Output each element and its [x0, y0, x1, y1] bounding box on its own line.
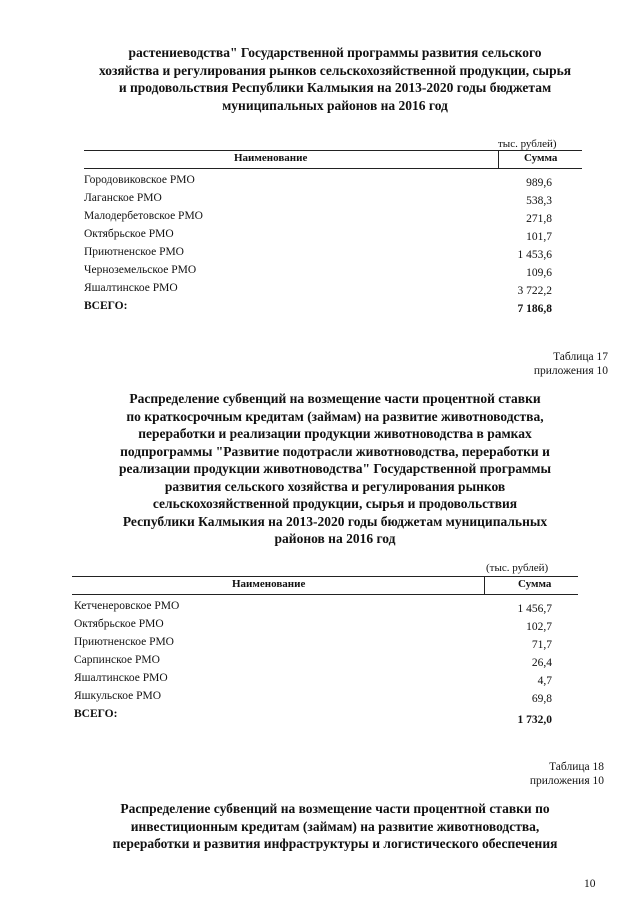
column-header-sum: Сумма — [518, 578, 552, 590]
section1-units: тыс. рублей) — [498, 138, 557, 150]
table-row-name: Лаганское РМО — [84, 192, 162, 204]
section1-title-line: и продовольствия Республики Калмыкия на 2013-2020 годы бюджетам — [118, 80, 552, 95]
column-divider — [484, 577, 485, 594]
section2-title-line: переработки и реализации продукции животноводства в рамках — [138, 426, 532, 441]
section1-title — [70, 44, 600, 114]
section3-title — [60, 800, 610, 853]
table-row-value: 71,7 — [531, 639, 552, 651]
section2-units: (тыс. рублей) — [486, 562, 549, 574]
column-header-name: Наименование — [234, 152, 308, 164]
table17-reference — [480, 350, 608, 378]
column-header-name: Наименование — [232, 578, 306, 590]
table-row-value: 271,8 — [526, 213, 552, 225]
table-row-name: Приютненское РМО — [84, 246, 184, 258]
table18-reference — [476, 760, 604, 788]
table-row-name: Кетченеровское РМО — [74, 600, 180, 612]
column-divider — [498, 151, 499, 168]
total-value: 7 186,8 — [517, 303, 552, 315]
appendix-reference: приложения 10 — [533, 365, 608, 377]
table-row-name: Сарпинское РМО — [74, 654, 160, 666]
section2-title — [70, 390, 600, 548]
table-number: Таблица 18 — [549, 761, 604, 773]
total-value: 1 732,0 — [517, 714, 552, 726]
column-header-sum: Сумма — [524, 152, 558, 164]
table-row-name: Яшалтинское РМО — [74, 672, 168, 684]
page-number: 10 — [584, 878, 596, 890]
section2-table-header — [72, 576, 578, 595]
table-row-value: 26,4 — [531, 657, 552, 669]
table-row-value: 4,7 — [537, 675, 552, 687]
table-row-name: Яшкульское РМО — [74, 690, 162, 702]
section2-title-line: развития сельского хозяйства и регулирования рынков — [164, 478, 506, 494]
table-row-name: Городовиковское РМО — [84, 174, 195, 186]
section3-title-line: Распределение субвенций на возмещение части процентной ставки по — [120, 801, 550, 816]
table-row-value: 1 453,6 — [517, 249, 552, 261]
section2-title-line: районов на 2016 год — [274, 531, 396, 546]
table-row-name: Приютненское РМО — [74, 636, 174, 648]
table-row-value: 989,6 — [526, 177, 552, 189]
table-row-value: 3 722,2 — [517, 285, 552, 297]
total-label: ВСЕГО: — [84, 300, 128, 312]
section1-title-line: растениеводства" Государственной программы развития сельского — [128, 45, 542, 60]
section1-table-header — [84, 150, 582, 169]
table-number: Таблица 17 — [553, 351, 608, 363]
section3-title-line: инвестиционным кредитам (займам) на развитие животноводства, — [130, 818, 540, 834]
table-row-value: 69,8 — [531, 693, 552, 705]
table-row-value: 1 456,7 — [517, 603, 552, 615]
section2-title-line: сельскохозяйственной продукции, сырья и продовольствия — [152, 496, 518, 511]
table-row-name: Октябрьское РМО — [74, 618, 164, 630]
table-row-value: 101,7 — [526, 231, 552, 243]
table-row-value: 109,6 — [526, 267, 552, 279]
section3-title-line: переработки и развития инфраструктуры и логистического обеспечения — [112, 836, 558, 851]
table-row-name: Яшалтинское РМО — [84, 282, 178, 294]
table-row-name: Октябрьское РМО — [84, 228, 174, 240]
section1-title-line: муниципальных районов на 2016 год — [222, 97, 448, 113]
table-row-name: Черноземельское РМО — [84, 264, 197, 276]
section1-title-line: хозяйства и регулирования рынков сельскохозяйственной продукции, сырья — [98, 62, 572, 78]
section2-title-line: Распределение субвенций на возмещение части процентной ставки — [129, 391, 541, 406]
section2-title-line: реализации продукции животноводства" Государственной программы — [118, 461, 552, 476]
table-row-value: 102,7 — [526, 621, 552, 633]
section2-title-line: по краткосрочным кредитам (займам) на развитие животноводства, — [126, 408, 544, 424]
section2-title-line: подпрограммы "Развитие подотрасли животноводства, переработки и — [120, 443, 550, 459]
appendix-reference: приложения 10 — [529, 775, 604, 787]
table-row-value: 538,3 — [526, 195, 552, 207]
section2-title-line: Республики Калмыкия на 2013-2020 годы бюджетам муниципальных — [122, 513, 548, 529]
table-row-name: Малодербетовское РМО — [84, 210, 203, 222]
total-label: ВСЕГО: — [74, 708, 118, 720]
